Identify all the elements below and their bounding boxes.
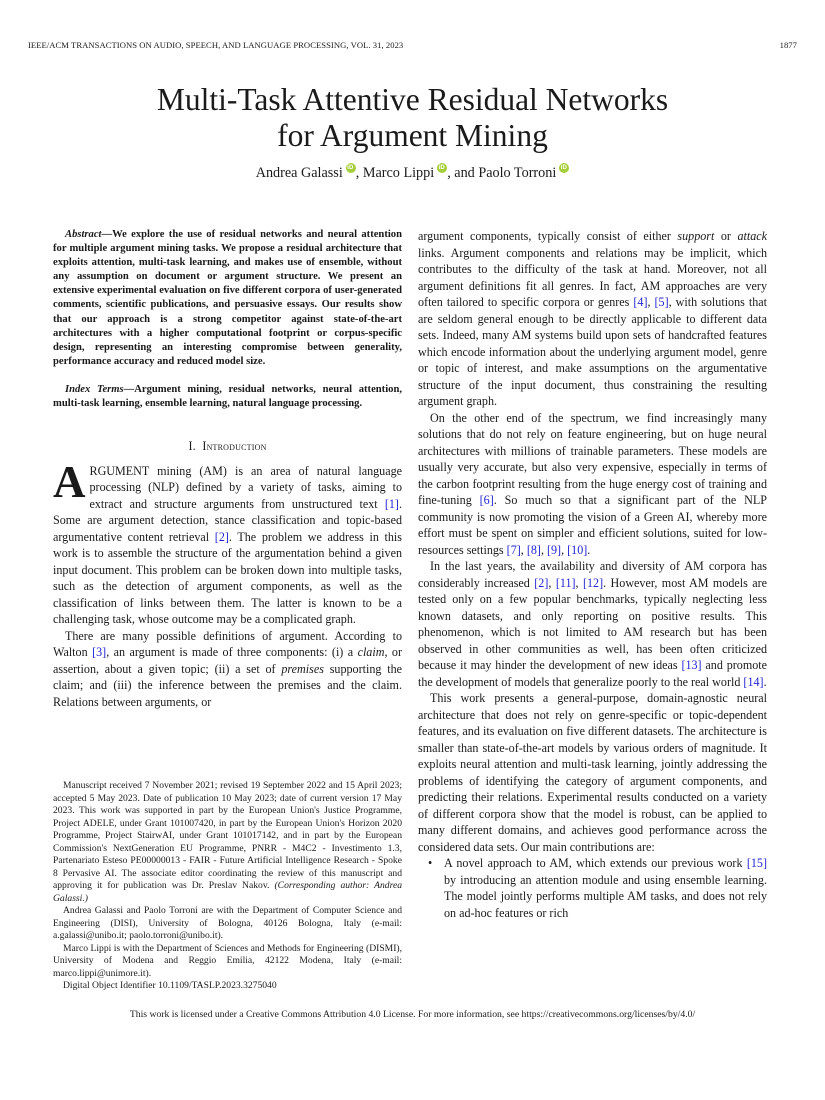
text-run: argument components, typically consist of either	[418, 229, 678, 243]
text-run: ,	[540, 542, 547, 557]
text-run: or	[714, 229, 738, 243]
section-title: Introduction	[202, 439, 267, 454]
intro-paragraph-2	[53, 628, 402, 711]
text-run: ,	[548, 575, 556, 590]
emphasis: support	[677, 229, 715, 243]
intro-paragraph-5: This work presents a general-purpose, domain-agnostic neural architecture that does not rely on genre-specific or topic-dependent features, and its evaluation on five different datasets. The architecture is smaller than state-of-the-art models by various orders of magnitude. It exploits neural attention and multi-task learning, jointly addressing the problems of identifying the category of argument components, and predicting their relations. Experimental results conducted on a variety of different corpora show that the model is robust, can be applied to many different domains, and achieves good performance across the considered data sets. Our main contributions are:	[418, 691, 767, 854]
intro-paragraph-1	[53, 456, 402, 628]
running-head	[28, 40, 797, 54]
citation-link[interactable]: [15]	[746, 856, 767, 870]
drop-cap: A	[53, 456, 86, 507]
author-name: Marco Lippi	[362, 165, 435, 181]
text-run: . Some are argument detection, stance classification and topic-based argumentative content retrieval	[53, 496, 402, 544]
text-run: ,	[647, 295, 655, 309]
citation-link[interactable]: [12]	[582, 575, 604, 590]
right-column	[418, 228, 767, 921]
citation-link[interactable]: [7]	[506, 542, 521, 557]
index-terms	[53, 383, 402, 411]
list-item	[444, 855, 767, 921]
footnote-doi: Digital Object Identifier 10.1109/TASLP.2023.3275040	[63, 980, 277, 991]
text-run: In the last years, the availability and diversity of AM corpora has considerably increased	[418, 559, 767, 590]
text-run: by introducing an attention module and using ensemble learning. The model jointly performs multiple AM tasks, and does not rely on ad-hoc features or rich	[444, 872, 767, 920]
text-run: Manuscript received 7 November 2021; revised 19 September 2022 and 15 April 2023; accepted 5 May 2023. Date of publication 10 May 2023; date of current version 17 May 2023. This work was supported in part by the European Union's Justice Programme, Project ADELE, under Grant 101007420, in part by the European Union's Horizon 2020 Programme, Project StairwAI, under Grant 101017142, and in part by the European Commission's NextGeneration EU Programme, PNRR - M4C2 - Investimento 1.3, Partenariato Esteso PE00000013 - FAIR - Future Artificial Intelligence Research - Spoke 8 Pervasive AI. The associate editor coordinating the review of this manuscript and approving it for publication was Dr. Preslav Nakov.	[53, 780, 402, 891]
abstract-text: —We explore the use of residual networks and neural attention for multiple argument mining tasks. We propose a residual architecture that exploits attention, multi-task learning, and makes use of ensemble, without any assumption on document or argument structure. We present an extensive experimental evaluation on five different corpora of user-generated comments, scientific publications, and persuasive essays. Our results show that our approach is a strong competitor against state-of-the-art architectures with a higher computational footprint or corpus-specific design, representing an interesting compromise between generality, performance accuracy and reduced model size.	[53, 229, 402, 367]
journal-name: IEEE/ACM TRANSACTIONS ON AUDIO, SPEECH, AND LANGUAGE PROCESSING, VOL. 31, 2023	[28, 40, 404, 50]
text-run: supporting the claim; and (iii) the inference between the premises and the claim. Relations between arguments, or	[53, 661, 402, 709]
citation-link[interactable]: [5]	[654, 295, 669, 309]
footnote	[53, 780, 402, 993]
citation-link[interactable]: [10]	[567, 542, 588, 557]
emphasis: premises	[281, 661, 324, 676]
text-run: . The problem we address in this work is to assemble the structure of the argumentation behind a given input document. This problem can be broken down into multiple tasks, such as the detection of argument components, as well as the classification of links between them. The latter is known to be a challenging task, whose outcome may be a complicated graph.	[53, 529, 402, 627]
section-number: I.	[188, 439, 196, 454]
author-separator: , and	[447, 165, 479, 181]
text-run: , with solutions that are seldom general enough to be directly applicable to different data sets. Indeed, many AM systems build upon sets of handcrafted features which encode information about the underlying argument model, genre or topic of interest, and make assumptions on the argumentative structure of the input document, thus constraining the resulting argument graph.	[418, 295, 767, 408]
abstract	[53, 228, 402, 369]
footnote-affiliation-1: Andrea Galassi and Paolo Torroni are with the Department of Computer Science and Engineering (DISI), University of Bologna, 40126 Bologna, Italy (e-mail: a.galassi@unibo.it; paolo.torroni@unibo.it).	[53, 905, 402, 941]
citation-link[interactable]: [4]	[633, 295, 648, 309]
text-run: RGUMENT mining (AM) is an area of natural language processing (NLP) defined by a variety of tasks, aiming to extract and structure arguments from unstructured text	[89, 463, 402, 511]
text-run: , an argument is made of three components: (i) a	[106, 645, 358, 660]
page-number: 1877	[779, 40, 797, 50]
title-line-1: Multi-Task Attentive Residual Networks	[156, 82, 669, 117]
author-list	[0, 163, 825, 182]
citation-link[interactable]: [1]	[384, 496, 399, 511]
index-terms-text: —Argument mining, residual networks, neural attention, multi-task learning, ensemble learning, natural language processing.	[53, 383, 402, 410]
left-column	[53, 228, 402, 710]
intro-paragraph-4	[418, 558, 767, 690]
text-run: .	[763, 674, 767, 689]
author-separator: ,	[355, 165, 363, 181]
text-run: ,	[575, 575, 583, 590]
orcid-icon[interactable]	[437, 163, 447, 173]
index-terms-label: Index Terms	[65, 383, 124, 395]
author-name: Andrea Galassi	[255, 165, 343, 181]
text-run: . However, most AM models are tested only on a few popular benchmarks, typically neglecting less known datasets, and only reporting on positive results. This phenomenon, which is not limited to AM research but has been observed in other communities as well, has been often criticized because it may hinder the development of new ideas	[418, 575, 768, 672]
citation-link[interactable]: [6]	[479, 493, 494, 507]
section-heading-introduction	[53, 438, 402, 455]
license-notice: This work is licensed under a Creative Commons Attribution 4.0 License. For more information, see https://creativecommons.org/licenses/by/4.0/	[129, 1009, 696, 1020]
footnote-affiliation-2: Marco Lippi is with the Department of Sciences and Methods for Engineering (DISMI), University of Modena and Reggio Emilia, 42122 Modena, Italy (e-mail: marco.lippi@unimore.it).	[53, 942, 402, 979]
citation-link[interactable]: [9]	[546, 542, 562, 557]
orcid-icon[interactable]	[346, 163, 356, 173]
citation-link[interactable]: [14]	[743, 674, 764, 689]
text-run: There are many possible definitions of argument. According to Walton	[53, 628, 402, 660]
text-run: ,	[561, 542, 568, 557]
citation-link[interactable]: [2]	[534, 575, 549, 590]
citation-link[interactable]: [2]	[214, 529, 229, 544]
citation-link[interactable]: [8]	[526, 542, 541, 557]
intro-paragraph-2-continued	[418, 228, 767, 410]
text-run: A novel approach to AM, which extends our previous work	[444, 856, 747, 870]
paper-title	[0, 82, 825, 154]
text-run: On the other end of the spectrum, we find increasingly many solutions that do not rely on feature engineering, but on huge neural architectures with millions of trainable parameters. These models are usually very accurate, but also very expensive, especially in terms of the carbon footprint resulting from the huge energy cost of training and fine-tuning	[418, 410, 767, 507]
citation-link[interactable]: [3]	[92, 645, 107, 660]
text-run: . So much so that a significant part of the NLP community is now promoting the vision of a Green AI, whereby more effort must be spent on simpler and efficient solutions, suited for low-resources settings	[418, 493, 768, 557]
author-name: Paolo Torroni	[478, 165, 557, 181]
emphasis: attack	[737, 229, 767, 243]
abstract-label: Abstract	[65, 229, 102, 240]
text-run: .	[587, 542, 591, 557]
contributions-list	[418, 855, 767, 921]
text-run: links. Argument components and relations may be implicit, which contributes to the difficulty of the task at hand. Moreover, not all argument definitions fit all genres. In fact, AM approaches are very often tailored to specific corpora or genres	[418, 245, 767, 309]
emphasis: claim	[357, 645, 385, 660]
title-line-2: for Argument Mining	[277, 118, 548, 153]
intro-paragraph-3	[418, 410, 767, 559]
text-run: , or assertion, about a given topic; (ii) a set of	[53, 645, 402, 676]
citation-link[interactable]: [13]	[681, 658, 702, 672]
text-run: and promote the development of models that generalize poorly to the real world	[418, 658, 768, 689]
text-run: ,	[520, 542, 527, 557]
corresponding-author: (Corresponding author: Andrea Galassi.)	[53, 880, 402, 904]
orcid-icon[interactable]	[559, 163, 569, 173]
footnote-manuscript	[53, 780, 402, 905]
citation-link[interactable]: [11]	[555, 575, 576, 590]
